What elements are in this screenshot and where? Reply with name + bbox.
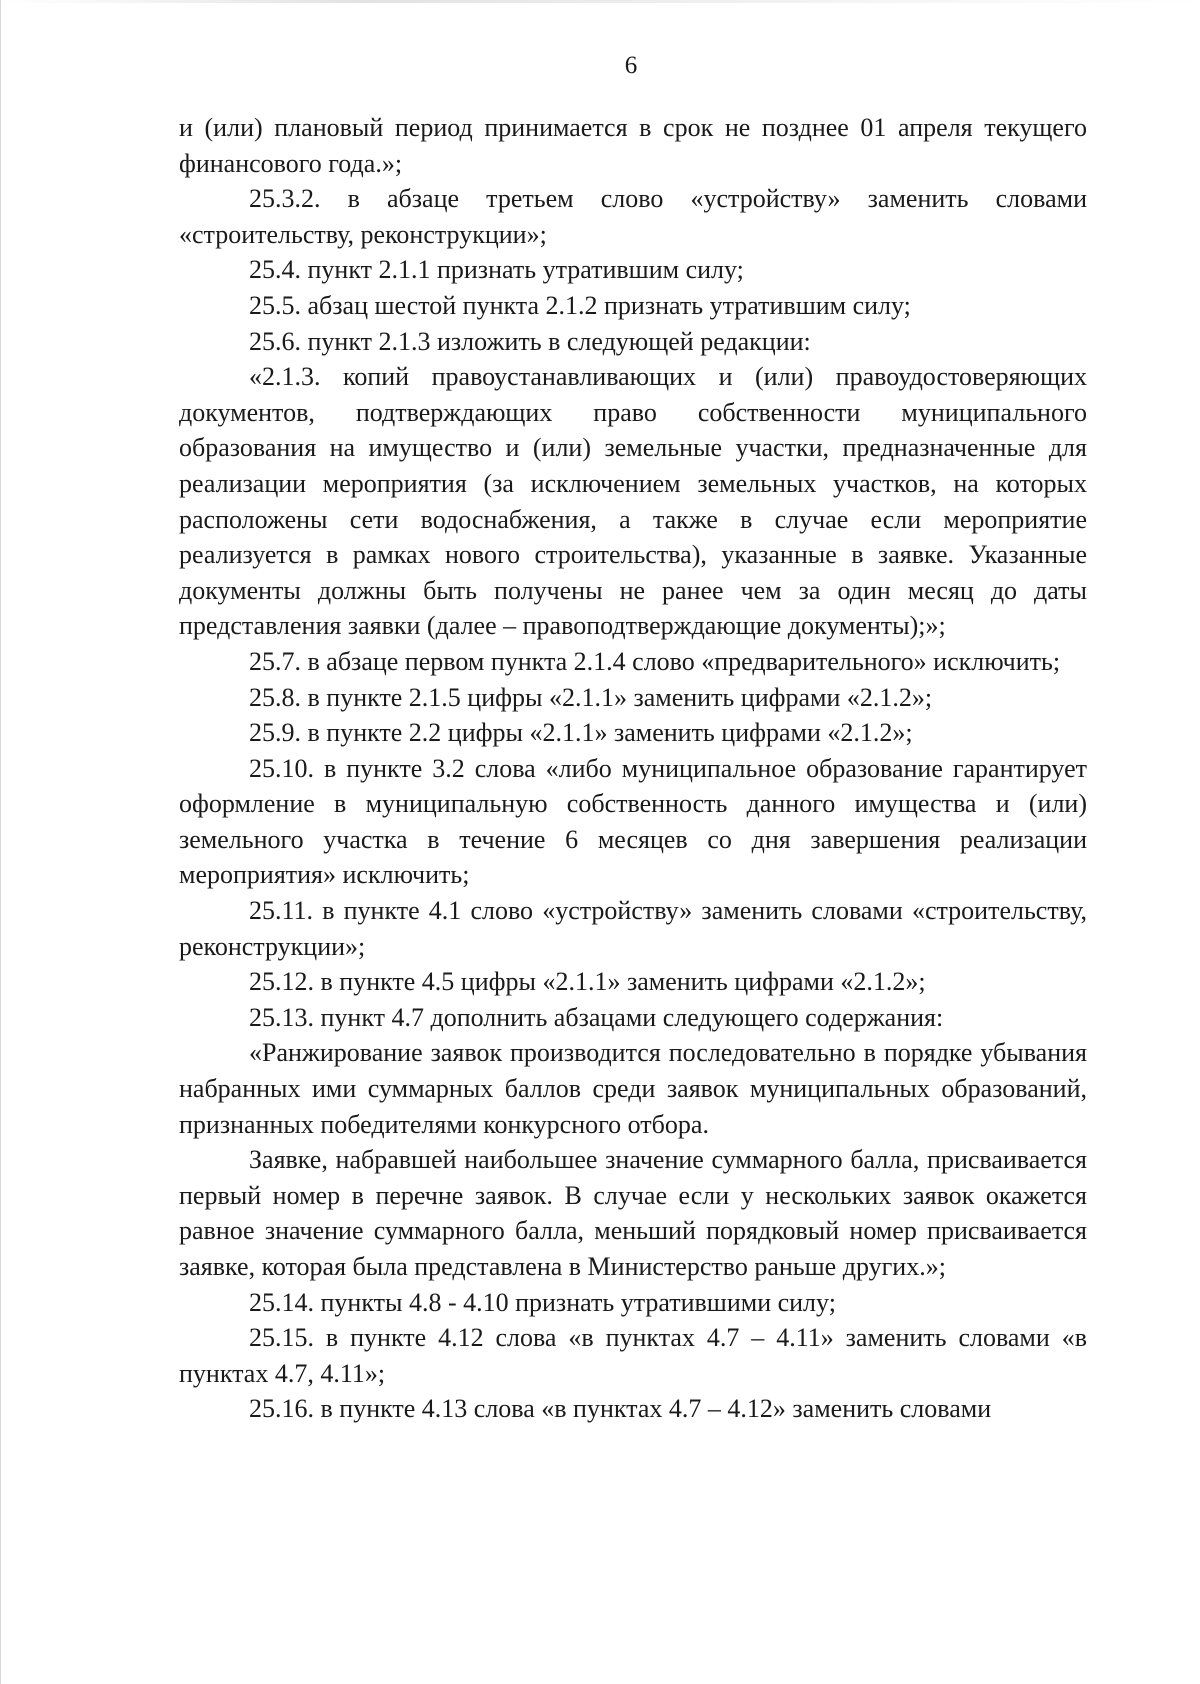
paragraph: 25.12. в пункте 4.5 цифры «2.1.1» заменить цифрами «2.1.2»;	[249, 967, 926, 997]
paragraph: 25.3.2. в абзаце третьем слово «устройству» заменить словами «строительству, реконструкции»;	[179, 184, 1087, 249]
document-body	[179, 110, 1087, 1427]
paragraph: 25.10. в пункте 3.2 слова «либо муниципальное образование гарантирует оформление в муниципальную собственность данного имущества и (или) земельного участка в течение 6 месяцев со дня завершения реализации мероприятия» исключить;	[179, 753, 1087, 890]
paragraph: 25.14. пункты 4.8 - 4.10 признать утратившими силу;	[249, 1287, 836, 1317]
paragraph: 25.8. в пункте 2.1.5 цифры «2.1.1» заменить цифрами «2.1.2»;	[249, 682, 933, 712]
paragraph: «2.1.3. копий правоустанавливающих и (или) правоудостоверяющих документов, подтверждающих право собственности муниципального образования на имущество и (или) земельные участки, предназначенные для реализации мероприятия (за исключением земельных участков, на которых расположены сети водоснабжения, а также в случае если мероприятие реализуется в рамках нового строительства), указанные в заявке. Указанные документы должны быть получены не ранее чем за один месяц до даты представления заявки (далее – правоподтверждающие документы);»;	[179, 362, 1087, 641]
paragraph: 25.15. в пункте 4.12 слова «в пунктах 4.7 – 4.11» заменить словами «в пунктах 4.7, 4.11»;	[179, 1323, 1087, 1388]
paragraph: 25.4. пункт 2.1.1 признать утратившим силу;	[249, 255, 744, 285]
paragraph: и (или) плановый период принимается в срок не позднее 01 апреля текущего финансового года.»;	[179, 113, 1087, 178]
paragraph: 25.5. абзац шестой пункта 2.1.2 признать утратившим силу;	[249, 290, 911, 320]
paragraph: «Ранжирование заявок производится последовательно в порядке убывания набранных ими суммарных баллов среди заявок муниципальных образований, признанных победителями конкурсного отбора.	[179, 1038, 1087, 1139]
page-number: 6	[624, 52, 638, 79]
paragraph: 25.13. пункт 4.7 дополнить абзацами следующего содержания:	[249, 1002, 944, 1032]
paragraph: Заявке, набравшей наибольшее значение суммарного балла, присваивается первый номер в перечне заявок. В случае если у нескольких заявок окажется равное значение суммарного балла, меньший порядковый номер присваивается заявке, которая была представлена в Министерство раньше других.»;	[179, 1145, 1087, 1281]
scan-edge	[1, 0, 1200, 3]
paragraph: 25.7. в абзаце первом пункта 2.1.4 слово «предварительного» исключить;	[249, 646, 1061, 676]
paragraph: 25.9. в пункте 2.2 цифры «2.1.1» заменить цифрами «2.1.2»;	[249, 718, 913, 748]
paragraph: 25.11. в пункте 4.1 слово «устройству» заменить словами «строительству, реконструкции»;	[179, 896, 1087, 961]
paragraph: 25.16. в пункте 4.13 слова «в пунктах 4.7 – 4.12» заменить словами	[249, 1394, 992, 1424]
paragraph: 25.6. пункт 2.1.3 изложить в следующей редакции:	[249, 326, 811, 356]
